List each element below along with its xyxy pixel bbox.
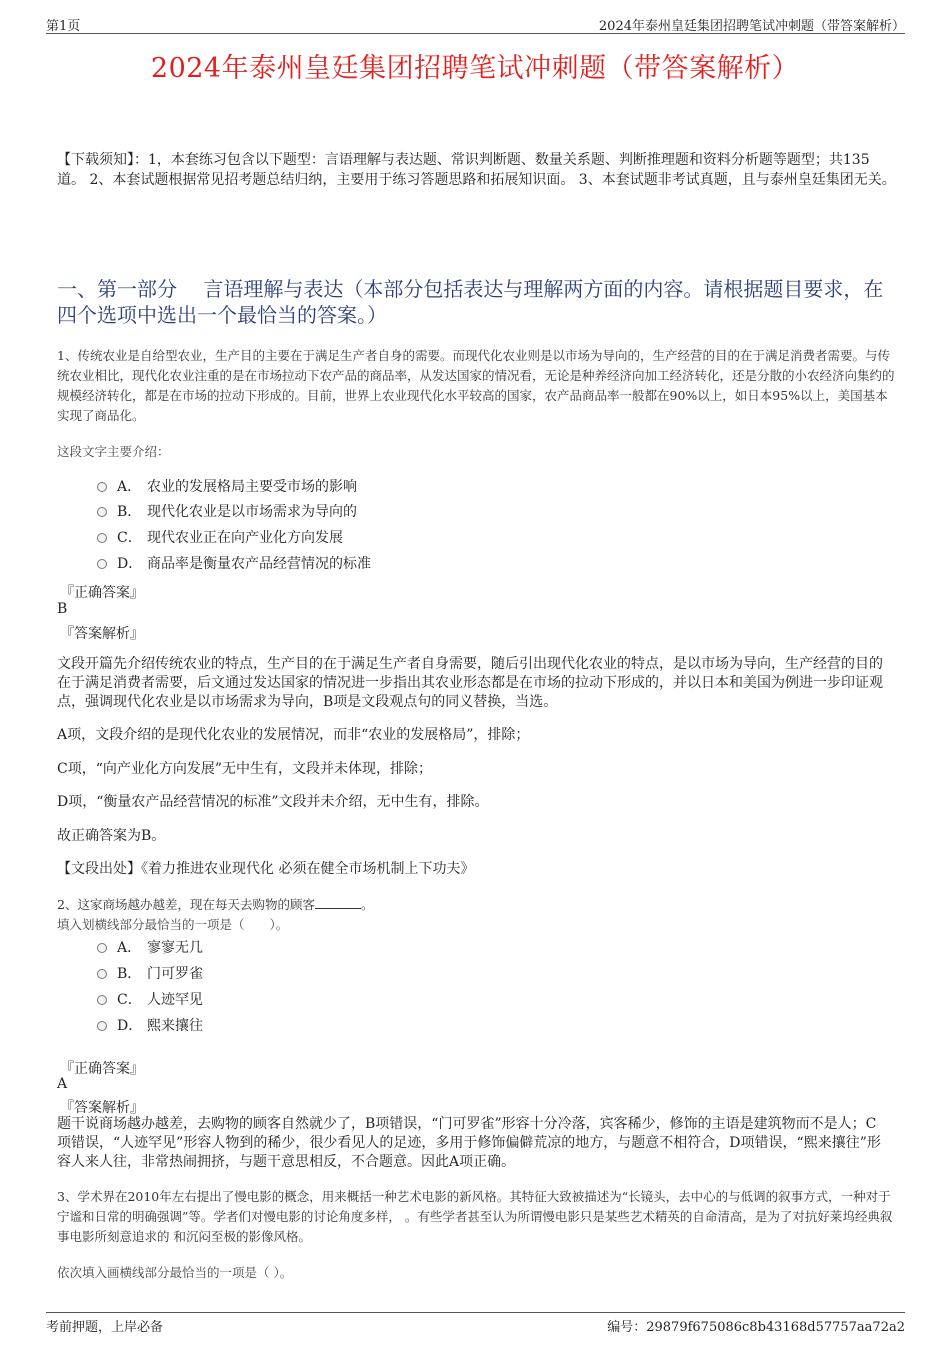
fill-blank — [315, 908, 361, 909]
q1-option-b[interactable]: B． 现代化农业是以市场需求为导向的 — [97, 503, 357, 521]
download-notice: 【下载须知】：1，本套练习包含以下题型：言语理解与表达题、常识判断题、数量关系题、判断推理题和资料分析题等题型；共135道。 2、本套试题根据常见招考题总结归纳，主要用于练习答题思路和拓展知识面。 3、本套试题非考试真题，且与泰州皇廷集团无关。 — [57, 152, 896, 188]
q1-analysis-c: C项，“向产业化方向发展”无中生有，文段并未体现，排除； — [57, 761, 433, 777]
q2-answer-label: 『正确答案』 — [60, 1061, 144, 1077]
q2-answer: A — [57, 1076, 68, 1092]
q2-option-a[interactable]: A． 寥寥无几 — [97, 939, 203, 957]
question-2-stem: 填入划横线部分最恰当的一项是（ ）。 — [57, 917, 289, 932]
q1-analysis-d: D项，“衡量农产品经营情况的标准”文段并未介绍，无中生有，排除。 — [57, 794, 489, 810]
radio-icon[interactable] — [97, 559, 107, 569]
page-footer — [46, 1312, 905, 1333]
question-3-stem: 依次填入画横线部分最恰当的一项是（ ）。 — [57, 1265, 293, 1280]
q1-answer: B — [57, 601, 68, 617]
page-number: 第1页 — [46, 19, 81, 34]
q1-source: 【文段出处】《着力推进农业现代化 必须在健全市场机制上下功夫》 — [57, 861, 475, 877]
question-2-text: 2、这家商场越办越差，现在每天去购物的顾客 。 — [57, 897, 374, 912]
q1-conclusion: 故正确答案为B。 — [57, 828, 166, 844]
q2-option-d[interactable]: D． 熙来攘往 — [97, 1017, 203, 1035]
question-3-text: 3、学术界在2010年左右提出了慢电影的概念，用来概括一种艺术电影的新风格。其特征大致被描述为“长镜头，去中心的与低调的叙事方式，一种对于宁谧和日常的明确强调”等。学者们对慢电影的讨论角度多样， 。有些学者甚至认为所谓慢电影只是某些艺术精英的自命清高，是为了对抗好莱坞经典叙事电影所刻意追求的 和沉闷至极的影像风格。 — [57, 1189, 893, 1244]
radio-icon[interactable] — [97, 1021, 107, 1031]
radio-icon[interactable] — [97, 995, 107, 1005]
q2-analysis: 题干说商场越办越差，去购物的顾客自然就少了，B项错误，“门可罗雀”形容十分冷落，宾客稀少，修饰的主语是建筑物而不是人；C项错误，“人迹罕见”形容人物到的稀少，很少看见人的足迹，多用于修饰偏僻荒凉的地方，与题意不相符合，D项错误，“熙来攘往”形容人来人往，非常热闹拥挤，与题干意思相反，不合题意。因此A项正确。 — [57, 1116, 881, 1170]
radio-icon[interactable] — [97, 507, 107, 517]
question-1-text: 1、传统农业是自给型农业，生产目的主要在于满足生产者自身的需要。而现代化农业则是以市场为导向的，生产经营的目的在于满足消费者需要。与传统农业相比，现代化农业注重的是在市场拉动下农产品的商品率，从发达国家的情况看，无论是种养经济向加工经济转化，还是分散的小农经济向集约的规模经济转化，都是在市场的拉动下形成的。目前，世界上农业现代化水平较高的国家，农产品商品率一般都在90%以上，如日本95%以上，美国基本实现了商品化。 — [57, 348, 895, 423]
radio-icon[interactable] — [97, 943, 107, 953]
q2-analysis-label: 『答案解析』 — [60, 1100, 144, 1116]
q1-option-a[interactable]: A． 农业的发展格局主要受市场的影响 — [97, 478, 357, 496]
section-heading: 一、第一部分 言语理解与表达（本部分包括表达与理解两方面的内容。请根据题目要求，在四个选项中选出一个最恰当的答案。） — [57, 277, 884, 327]
footer-serial: 编号：29879f675086c8b43168d57757aa72a2 — [607, 1320, 905, 1335]
q2-option-c[interactable]: C． 人迹罕见 — [97, 991, 203, 1009]
q1-analysis-main: 文段开篇先介绍传统农业的特点，生产目的在于满足生产者自身需要，随后引出现代化农业的特点，是以市场为导向，生产经营的目的在于满足消费者需要，后文通过发达国家的情况进一步指出其农业形态都是在市场的拉动下形成的，并以日本和美国为例进一步印证观点，强调现代化农业是以市场需求为导向，B项是文段观点句的同义替换，当选。 — [57, 656, 883, 710]
radio-icon[interactable] — [97, 533, 107, 543]
page-title: 2024年泰州皇廷集团招聘笔试冲刺题（带答案解析） — [150, 53, 800, 84]
q1-analysis-a: A项，文段介绍的是现代化农业的发展情况，而非“农业的发展格局”，排除； — [57, 727, 530, 743]
footer-slogan: 考前押题，上岸必备 — [46, 1320, 164, 1335]
q2-option-b[interactable]: B． 门可罗雀 — [97, 965, 203, 983]
radio-icon[interactable] — [97, 482, 107, 492]
page-header — [46, 13, 905, 34]
radio-icon[interactable] — [97, 969, 107, 979]
header-doc-title: 2024年泰州皇廷集团招聘笔试冲刺题（带答案解析） — [598, 19, 905, 34]
q1-option-c[interactable]: C． 现代农业正在向产业化方向发展 — [97, 529, 343, 547]
question-1-stem: 这段文字主要介绍： — [57, 444, 170, 459]
q1-analysis-label: 『答案解析』 — [60, 626, 144, 642]
q1-answer-label: 『正确答案』 — [60, 585, 144, 601]
q1-option-d[interactable]: D． 商品率是衡量农产品经营情况的标准 — [97, 555, 371, 573]
